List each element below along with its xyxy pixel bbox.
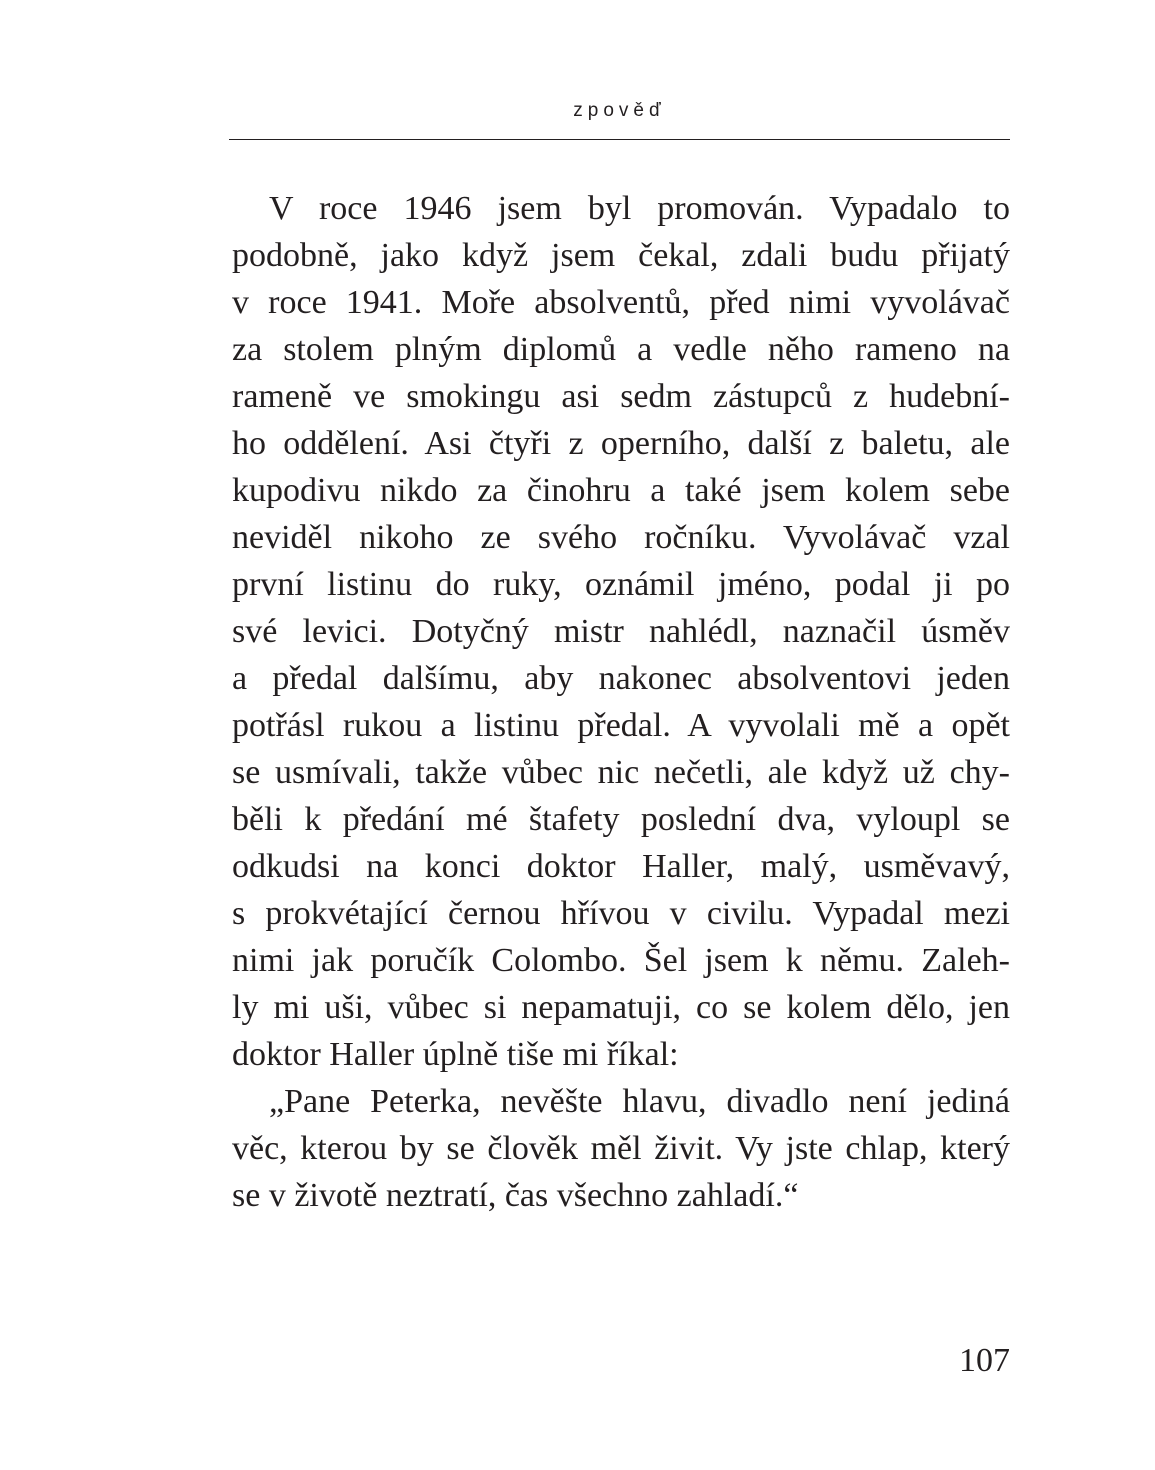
- text-line: za stolem plným diplomů a vedle něho rameno na: [232, 331, 1010, 368]
- header-rule: [229, 139, 1010, 140]
- text-line: nimi jak poručík Colombo. Šel jsem k němu. Zaleh-: [232, 942, 1010, 979]
- running-head: zpověď: [573, 100, 666, 121]
- text-line: se usmívali, takže vůbec nic nečetli, ale když už chy-: [232, 754, 1010, 791]
- text-line: podobně, jako když jsem čekal, zdali budu přijatý: [232, 237, 1010, 274]
- body-text: [232, 185, 1010, 1219]
- text-line: odkudsi na konci doktor Haller, malý, usměvavý,: [232, 848, 1010, 885]
- text-line: V roce 1946 jsem byl promován. Vypadalo to: [269, 190, 1010, 227]
- text-line: běli k předání mé štafety poslední dva, vyloupl se: [232, 801, 1010, 838]
- text-line: s prokvétající černou hřívou v civilu. Vypadal mezi: [232, 895, 1010, 932]
- text-line: věc, kterou by se člověk měl živit. Vy jste chlap, který: [232, 1130, 1010, 1167]
- text-line: neviděl nikoho ze svého ročníku. Vyvolávač vzal: [232, 519, 1010, 556]
- text-line: ho oddělení. Asi čtyři z operního, další z baletu, ale: [232, 425, 1010, 462]
- text-line: ly mi uši, vůbec si nepamatuji, co se kolem dělo, jen: [232, 989, 1010, 1026]
- text-line: potřásl rukou a listinu předal. A vyvolali mě a opět: [232, 707, 1010, 744]
- text-line: a předal dalšímu, aby nakonec absolventovi jeden: [232, 660, 1010, 697]
- page-number: 107: [959, 1342, 1010, 1379]
- text-line: v roce 1941. Moře absolventů, před nimi vyvolávač: [232, 284, 1010, 321]
- text-line: první listinu do ruky, oznámil jméno, podal ji po: [232, 566, 1010, 603]
- text-line: doktor Haller úplně tiše mi říkal:: [232, 1036, 679, 1073]
- text-line: rameně ve smokingu asi sedm zástupců z hudební-: [232, 378, 1010, 415]
- text-line: své levici. Dotyčný mistr nahlédl, naznačil úsměv: [232, 613, 1010, 650]
- text-line: „Pane Peterka, nevěšte hlavu, divadlo není jediná: [269, 1083, 1010, 1120]
- text-line: se v životě neztratí, čas všechno zahladí.“: [232, 1177, 799, 1214]
- text-line: kupodivu nikdo za činohru a také jsem kolem sebe: [232, 472, 1010, 509]
